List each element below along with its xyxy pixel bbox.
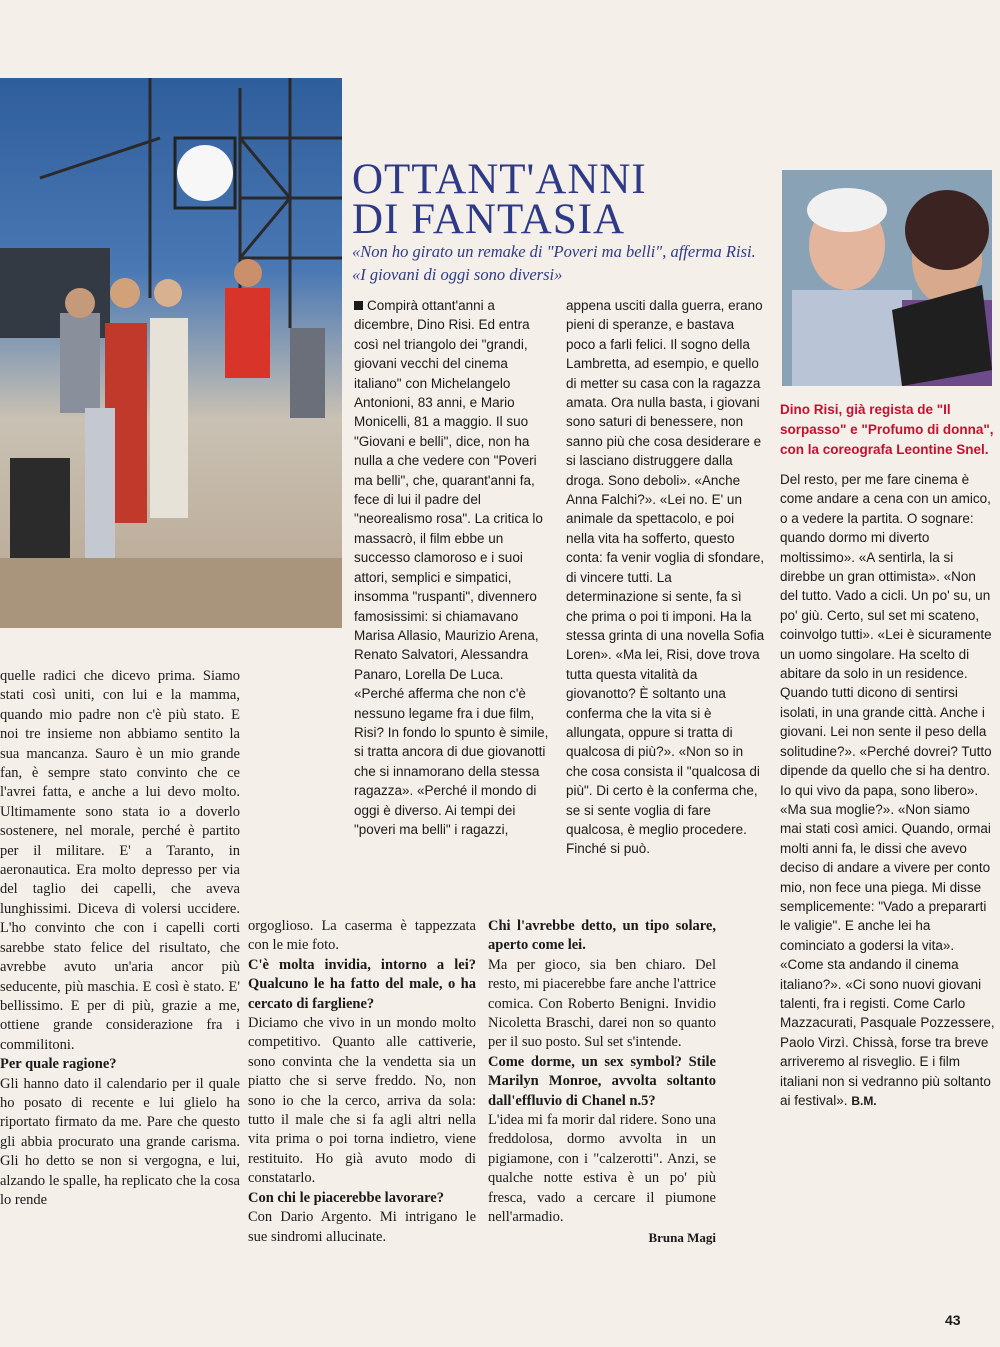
- interview-question: Come dorme, un sex symbol? Stile Marilyn Monroe, avvolta soltanto dall'effluvio di Chanel n.5?: [488, 1053, 716, 1109]
- interview-column-right: [488, 917, 716, 1247]
- article-column-1: [354, 296, 552, 839]
- section-marker-icon: [354, 301, 363, 310]
- interview-column-middle: [248, 917, 476, 1247]
- interview-question: Chi l'avrebbe detto, un tipo solare, aperto come lei.: [488, 918, 716, 954]
- headline-line-2: DI FANTASIA: [352, 196, 626, 243]
- headline-line-1: OTTANT'ANNI: [352, 156, 647, 203]
- article-column-3: [780, 470, 995, 1111]
- portrait-illustration: [782, 170, 992, 386]
- interview-paragraph: orgoglioso. La caserma è tappezzata con le mie foto.: [248, 918, 476, 954]
- article-column-1-text: Compirà ottant'anni a dicembre, Dino Risi. Ed entra così nel triangolo dei "grandi, giovani vecchi del cinema italiano" con Michelangelo Antonioni, 83 anni, e Mario Monicelli, 81 a maggio. Il suo "Giovani e belli", dice, non ha nulla a che vedere con "Poveri ma belli", che, quarant'anni fa, fece di lui il padre del "neorealismo rosa". La critica lo massacrò, il film ebbe un successo clamoroso e i suoi attori, semplici e simpatici, insomma "ruspanti", divennero famosissimi: si chiamavano Marisa Allasio, Maurizio Arena, Renato Salvatori, Alessandra Panaro, Lorella De Luca. «Perché afferma che non c'è nessuno legame fra i due film, Risi? In fondo lo spunto è simile, si tratta ancora di due giovanotti che si innamorano della stessa ragazza». «Perché il mondo di oggi è diverso. Ai tempi dei "poveri ma belli" i ragazzi,: [354, 298, 549, 837]
- author-initials: B.M.: [851, 1094, 877, 1108]
- page-number: 43: [945, 1312, 961, 1328]
- interview-paragraph: Con Dario Argento. Mi intrigano le sue sindromi allucinate.: [248, 1209, 476, 1245]
- article-headline: [352, 156, 752, 243]
- interview-paragraph: L'idea mi fa morir dal ridere. Sono una freddolosa, dormo avvolta in un pigiamone, con i "calzerotti". Anzi, se qualche notte estiva è un po' più fresca, vado a cercare il piumone nell'armadio.: [488, 1112, 716, 1226]
- article-subheadline: «Non ho girato un remake di "Poveri ma belli", afferma Risi. «I giovani di oggi sono diversi»: [352, 242, 756, 284]
- author-signature: Bruna Magi: [648, 1229, 716, 1245]
- interview-column-left: [0, 667, 240, 1210]
- film-set-illustration: [0, 78, 342, 628]
- interview-paragraph: Gli hanno dato il calendario per il quale ho posato di recente e lui glielo ha riportato firmato da me. Pare che questo gli abbia procurato una grande carisma. Gli ho detto se non si vergogna, e lui, alzando le spalle, ha replicato che la cosa lo rende: [0, 1075, 240, 1208]
- interview-question: Per quale ragione?: [0, 1056, 117, 1073]
- interview-question: C'è molta invidia, intorno a lei? Qualcuno le ha fatto del male, o ha cercato di fargliene?: [248, 956, 476, 1012]
- interview-question: Con chi le piacerebbe lavorare?: [248, 1189, 444, 1206]
- interview-paragraph: Diciamo che vivo in un mondo molto competitivo. Quanto alle cattiverie, sono convinta che la vendetta sia un piatto che si serve freddo. No, non sono io che la cerco, arriva da sola: tutto il male che si fa agli altri nella vita prima o poi torna indietro, viene restituito. Ho già avuto modo di constatarlo.: [248, 1015, 476, 1187]
- article-column-3-text: Del resto, per me fare cinema è come andare a cena con un amico, o a vedere la partita. O sognare: quando dormo mi diverto moltissimo». «A sentirla, la si direbbe un gran ottimista». «Non del tutto. Vado a cicli. Un po' su, un po' giù. Certo, sul set mi scateno, coinvolgo tutti». «Lei è sicuramente un uomo singolare. Ha scelto di abitare da solo in un residence. Quando tutti dicono di sentirsi isolati, in una grande città. Anche i giovani. Lei non sente il peso della solitudine?». «Perché dovrei? Tutto dipende da quello che si ha dentro. Io qui vivo da papa, sono libero». «Ma sua moglie?». «Non siamo mai stati così amici. Quando, ormai molti anni fa, le dissi che avevo deciso di andare a vivere per conto mio, non fece una piega. Mi disse semplicemente: "Vado a prepararti le valigie". E anche lei ha cominciato a godersi la vita». «Come sta andando il cinema italiano?». «Ci sono nuovi giovani talenti, fra i registi. Come Carlo Mazzacurati, Pasquale Pozzessere, Paolo Virzì. Chissà, forse tra breve arriveremo al risveglio. E i film italiani non si vedranno più soltanto ai festival».: [780, 472, 995, 1108]
- article-column-2: appena usciti dalla guerra, erano pieni di speranze, e bastava poco a farli felici. Il sogno della Lambretta, ad esempio, e quello di metter su casa con la ragazza amata. Ora nulla basta, i giovani sono saturi di benessere, non sanno più che cosa desiderare e si lasciano distruggere dalla droga. Sono deboli». «Anche Anna Falchi?». «Lei no. E' un animale da spettacolo, e poi nella vita ha sofferto, questo conta: fa venir voglia di sfondare, di vincere tutti. La determinazione si sente, fa sì che prima o poi ti imponi. Ha la stessa grinta di una novella Sofia Loren». «Ma lei, Risi, dove trova tutta questa vitalità da giovanotto? È soltanto una conferma che la vita si è allungata, oppure si tratta di qualcosa di più?». «Non so in che cosa consista il "qualcosa di più". Di certo è la conferma che, se si sente voglia di fare qualcosa, è meglio procedere. Finché si può.: [566, 298, 765, 857]
- interview-paragraph: quelle radici che dicevo prima. Siamo stati così uniti, con lui e la mamma, quando mio padre non c'è più stato. E noi tre insieme non abbiamo sentito la sua mancanza. Sauro è un mio grande fan, è sempre stato convinto che ce l'avrei fatta, e anche a lui devo molto. Ultimamente sono stata io a doverlo sostenere, nel morale, perché è partito per il militare. E' a Taranto, in aeronautica. Era molto depresso per via del taglio dei capelli, che aveva lunghissimi. Diceva di volersi uccidere. L'ho convinto che con i capelli corti sarebbe stato felice del risultato, che avrebbe avuto un'aria ancor più seducente, più maschia. E così è stato. E' bellissimo. E per di più, grazie a me, ottiene grande considerazione fra i commilitoni.: [0, 668, 240, 1053]
- risi-portrait-photo: [782, 170, 992, 386]
- photo-caption: Dino Risi, già regista de "Il sorpasso" e "Profumo di donna", con la coreografa Leontine Snel.: [780, 402, 994, 457]
- film-set-photo: [0, 78, 342, 628]
- interview-paragraph: Ma per gioco, sia ben chiaro. Del resto, mi piacerebbe fare anche l'attrice comica. Con Roberto Benigni. Invidio Nicoletta Braschi, darei non so quanto per il suo posto. Sul set s'intende.: [488, 956, 716, 1051]
